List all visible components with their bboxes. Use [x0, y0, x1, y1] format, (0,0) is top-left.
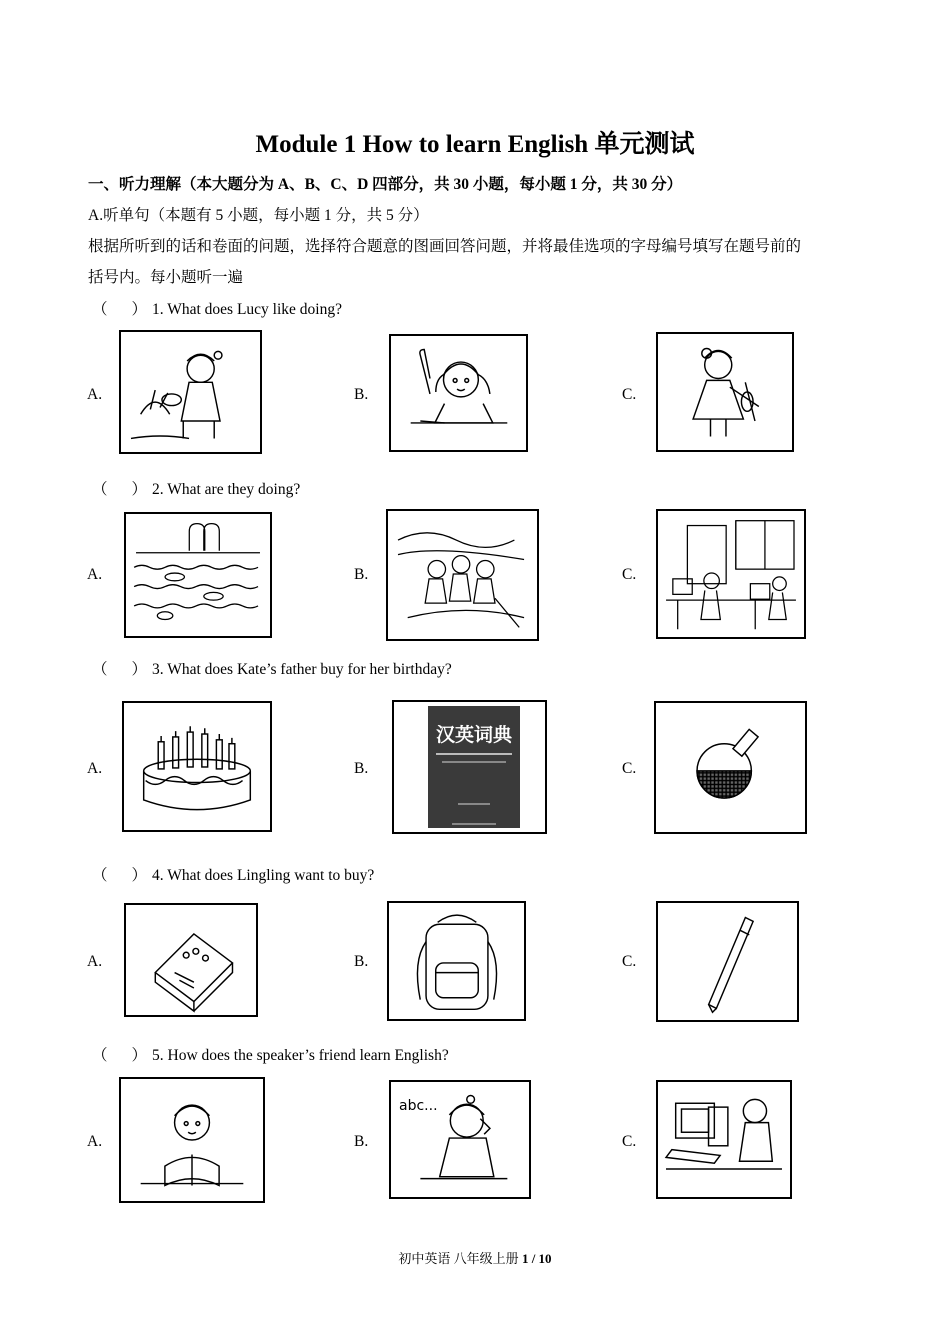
option-c-label: C. — [622, 566, 637, 583]
footer-course: 初中英语 八年级上册 — [398, 1251, 519, 1266]
option-c-label: C. — [622, 386, 637, 403]
option-b-label: B. — [354, 760, 369, 777]
instruction-line-2: 括号内。每小题听一遍 — [88, 269, 244, 286]
picture-kids-outdoors — [386, 509, 539, 641]
question-5-text: 5. How does the speaker’s friend learn English? — [152, 1047, 449, 1064]
option-c-label: C. — [622, 1133, 637, 1150]
option-b-label: B. — [354, 386, 369, 403]
answer-blank[interactable]: （ ） — [92, 481, 148, 498]
option-b-label: B. — [354, 566, 369, 583]
question-3 — [92, 657, 452, 679]
footer-page-number: 1 / 10 — [521, 1251, 552, 1266]
picture-ping-pong-paddle — [654, 701, 807, 834]
option-a-label: A. — [87, 1133, 103, 1150]
picture-girl-violin — [656, 332, 794, 452]
option-a-label: A. — [87, 566, 103, 583]
picture-girl-raising-hand — [389, 334, 528, 452]
picture-girl-gardening — [119, 330, 262, 454]
picture-pen — [656, 901, 799, 1022]
picture-birthday-cake — [122, 701, 272, 832]
picture-boy-computer — [656, 1080, 792, 1199]
option-b-label: B. — [354, 1133, 369, 1150]
option-a-label: A. — [87, 953, 103, 970]
question-5 — [92, 1043, 449, 1065]
question-1-text: 1. What does Lucy like doing? — [152, 301, 342, 318]
question-4-text: 4. What does Lingling want to buy? — [152, 867, 375, 884]
answer-blank[interactable]: （ ） — [92, 867, 148, 884]
picture-boy-reading — [119, 1077, 265, 1203]
option-a-label: A. — [87, 386, 103, 403]
question-4 — [92, 863, 374, 885]
option-b-label: B. — [354, 953, 369, 970]
answer-blank[interactable]: （ ） — [92, 301, 148, 318]
instruction-line-1: 根据所听到的话和卷面的问题，选择符合题意的图画回答问题，并将最佳选项的字母编号填写在题号前的 — [88, 238, 802, 255]
page-footer — [0, 1248, 950, 1267]
option-c-label: C. — [622, 953, 637, 970]
dictionary-title: 汉英词典 — [435, 724, 512, 746]
option-c-label: C. — [622, 760, 637, 777]
picture-backpack — [387, 901, 526, 1021]
picture-radio — [124, 903, 258, 1017]
question-2 — [92, 477, 300, 499]
question-1 — [92, 297, 342, 319]
answer-blank[interactable]: （ ） — [92, 661, 148, 678]
picture-swimming-pool — [124, 512, 272, 638]
option-a-label: A. — [87, 760, 103, 777]
picture-dictionary — [392, 700, 547, 834]
question-2-text: 2. What are they doing? — [152, 481, 301, 498]
section-heading: 一、听力理解（本大题分为 A、B、C、D 四部分，共 30 小题，每小题 1 分，共 30 分） — [88, 176, 683, 193]
page-title: Module 1 How to learn English 单元测试 — [255, 131, 695, 158]
abc-text: abc... — [399, 1098, 438, 1114]
picture-computer-room — [656, 509, 806, 639]
picture-girl-phone — [389, 1080, 531, 1199]
question-3-text: 3. What does Kate’s father buy for her birthday? — [152, 661, 452, 678]
answer-blank[interactable]: （ ） — [92, 1047, 148, 1064]
dictionary-cover — [428, 706, 520, 828]
part-a-heading: A.听单句（本题有 5 小题，每小题 1 分，共 5 分） — [88, 207, 429, 224]
